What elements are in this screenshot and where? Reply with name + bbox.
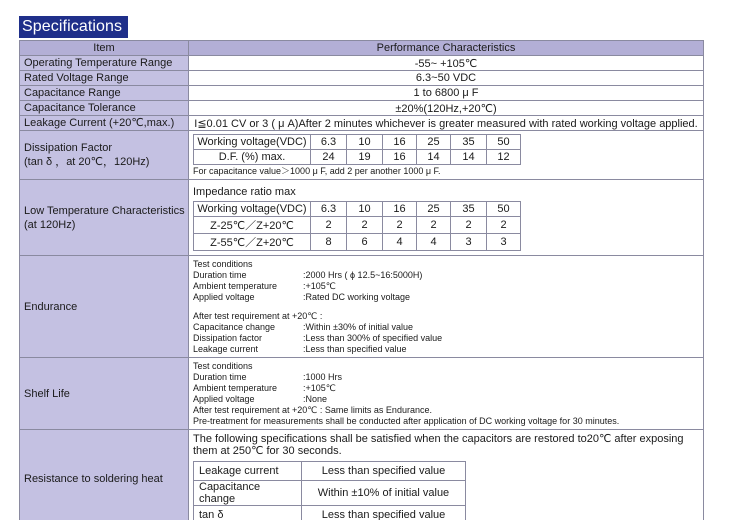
cap-range-label: Capacitance Range [20,86,189,101]
solder-row-leakage [194,462,466,481]
specifications-table [19,40,704,520]
solder-row-capchg [194,481,466,506]
table-cell: 2 [487,217,521,234]
table-cell: 2 [417,217,451,234]
op-temp-value: -55~ +105℃ [189,56,704,71]
table-cell: 50 [487,202,521,217]
table-cell: 8 [311,234,347,251]
table-cell: 12 [487,150,521,165]
dissipation-value [189,131,704,180]
table-cell: Working voltage(VDC) [194,202,311,217]
solder-row [20,430,704,520]
table-cell: 25 [417,135,451,150]
table-cell: 10 [347,202,383,217]
dissipation-label-line1: Dissipation Factor [24,142,113,154]
table-cell: 25 [417,202,451,217]
low-temp-row [20,180,704,256]
table-cell: 16 [383,202,417,217]
table-cell: 14 [417,150,451,165]
op-temp-label: Operating Temperature Range [20,56,189,71]
rated-voltage-value: 6.3~50 VDC [189,71,704,86]
table-cell: 2 [383,217,417,234]
cap-range-value: 1 to 6800 μ F [189,86,704,101]
cap-tol-value: ±20%(120Hz,+20℃) [189,101,704,116]
shelf-value [189,358,704,430]
table-cell: 35 [451,135,487,150]
endurance-capchg [193,322,699,333]
kv-value: :2000 Hrs ( ϕ 12.5~16:5000H) [303,270,423,280]
table-cell: 4 [417,234,451,251]
shelf-duration [193,372,699,383]
kv-value: :1000 Hrs [303,372,343,382]
table-cell: 50 [487,135,521,150]
kv-value: :Within ±30% of initial value [303,322,413,332]
endurance-after: After test requirement at +20℃ : [193,311,323,321]
low-temp-label [20,180,189,256]
table-cell: Working voltage(VDC) [194,135,311,150]
dissipation-note: For capacitance value＞1000 μ F, add 2 per another 1000 μ F. [193,166,441,176]
kv-key: Ambient temperature [193,281,278,291]
kv-key: Dissipation factor [193,333,263,343]
table-cell: 4 [383,234,417,251]
shelf-pretreat: Pre-treatment for measurements shall be conducted after application of DC working voltage for 30 minutes. [193,416,620,426]
shelf-test-conditions: Test conditions [193,361,253,371]
table-cell: Z-25℃／Z+20℃ [194,217,311,234]
shelf-ambient [193,383,699,394]
endurance-row [20,256,704,358]
dissipation-table [193,134,521,165]
table-cell: Leakage current [194,462,302,481]
dissipation-label [20,131,189,180]
dissipation-label-line2: (tan δ ，at 20℃，120Hz) [24,156,150,168]
rated-voltage-row [20,71,704,86]
kv-key: Applied voltage [193,394,255,404]
table-cell: 6 [347,234,383,251]
kv-key: Leakage current [193,344,259,354]
endurance-voltage [193,292,699,303]
kv-value: :None [303,394,328,404]
table-cell: 2 [451,217,487,234]
leakage-row [20,116,704,131]
dissipation-header-row [194,135,521,150]
endurance-diss [193,333,699,344]
dissipation-row [20,131,704,180]
solder-row-tan [194,506,466,520]
kv-value: :Less than 300% of specified value [303,333,443,343]
op-temp-row [20,56,704,71]
performance-header: Performance Characteristics [189,41,704,56]
endurance-ambient [193,281,699,292]
table-cell: 16 [383,135,417,150]
table-cell: D.F. (%) max. [194,150,311,165]
shelf-label: Shelf Life [20,358,189,430]
kv-key: Capacitance change [193,322,276,332]
kv-key: Applied voltage [193,292,255,302]
low-temp-label-line2: (at 120Hz) [24,218,76,231]
table-cell: 3 [451,234,487,251]
table-cell: 24 [311,150,347,165]
table-cell: 2 [311,217,347,234]
table-cell: 19 [347,150,383,165]
kv-value: :+105℃ [303,281,336,291]
dissipation-data-row [194,150,521,165]
table-cell: Z-55℃／Z+20℃ [194,234,311,251]
kv-key: Ambient temperature [193,383,278,393]
endurance-duration [193,270,699,281]
impedance-row-z55 [194,234,521,251]
kv-key: Duration time [193,270,247,280]
endurance-test-conditions: Test conditions [193,259,253,269]
kv-key: Duration time [193,372,247,382]
impedance-header-row [194,202,521,217]
table-cell: 3 [487,234,521,251]
low-temp-value [189,180,704,256]
cap-tol-label: Capacitance Tolerance [20,101,189,116]
table-cell: 2 [347,217,383,234]
low-temp-label-line1: Low Temperature Characteristics [24,204,185,217]
solder-value [189,430,704,520]
cap-range-row [20,86,704,101]
solder-label: Resistance to soldering heat [20,430,189,520]
impedance-row-z25 [194,217,521,234]
shelf-row [20,358,704,430]
table-cell: 6.3 [311,135,347,150]
header-row [20,41,704,56]
table-cell: Within ±10% of initial value [302,481,466,506]
impedance-caption: Impedance ratio max [193,186,296,198]
leakage-value: I≦0.01 CV or 3 ( μ A)After 2 minutes whichever is greater measured with rated working voltage applied. [189,116,704,131]
table-cell: 16 [383,150,417,165]
table-cell: Capacitance change [194,481,302,506]
table-cell: 10 [347,135,383,150]
table-cell: 35 [451,202,487,217]
solder-table [193,461,466,520]
impedance-table [193,201,521,251]
kv-value: :+105℃ [303,383,336,393]
shelf-after: After test requirement at +20℃ : Same limits as Endurance. [193,405,432,415]
endurance-value [189,256,704,358]
solder-description: The following specifications shall be satisfied when the capacitors are restored to20℃ after exposing them at 250℃ for 30 seconds. [193,433,684,457]
table-cell: 14 [451,150,487,165]
table-cell: 6.3 [311,202,347,217]
cap-tol-row [20,101,704,116]
kv-value: :Less than specified value [303,344,407,354]
endurance-leak [193,344,699,355]
kv-value: :Rated DC working voltage [303,292,411,302]
item-header: Item [20,41,189,56]
shelf-voltage [193,394,699,405]
rated-voltage-label: Rated Voltage Range [20,71,189,86]
leakage-label: Leakage Current (+20℃,max.) [20,116,189,131]
table-cell: tan δ [194,506,302,520]
page-title: Specifications [19,16,128,38]
table-cell: Less than specified value [302,506,466,520]
endurance-label: Endurance [20,256,189,358]
table-cell: Less than specified value [302,462,466,481]
